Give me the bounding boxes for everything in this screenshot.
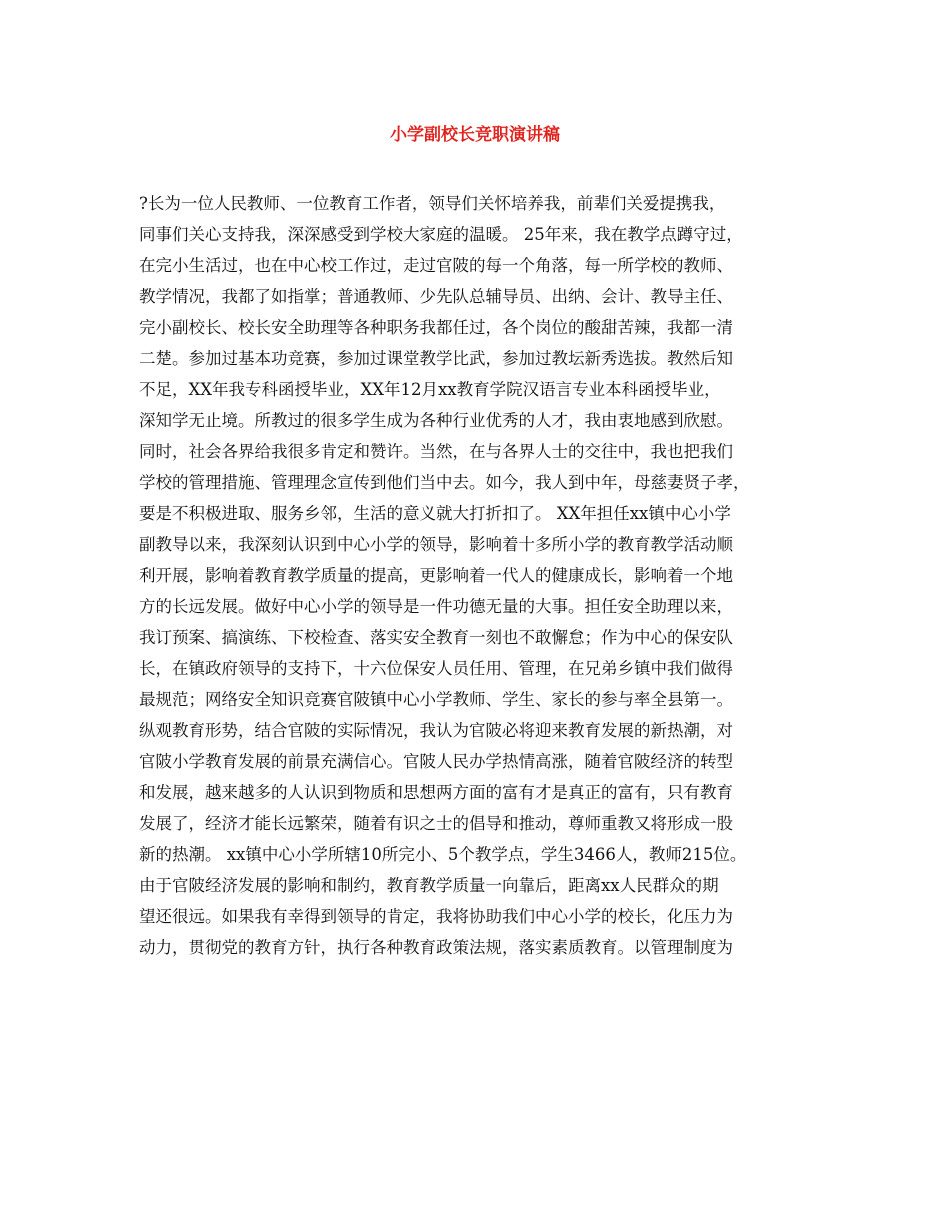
body-line: 教学情况，我都了如指掌；普通教师、少先队总辅导员、出纳、会计、教导主任、	[139, 287, 733, 306]
body-line: 长，在镇政府领导的支持下，十六位保安人员任用、管理，在兄弟乡镇中我们做得	[139, 659, 733, 678]
body-line: 发展了，经济才能长远繁荣，随着有识之士的倡导和推动，尊师重教又将形成一股	[139, 814, 733, 833]
body-line: 在完小生活过，也在中心校工作过，走过官陂的每一个角落，每一所学校的教师、	[139, 256, 733, 275]
body-line: 望还很远。如果我有幸得到领导的肯定，我将协助我们中心小学的校长，化压力为	[139, 907, 733, 926]
body-line: 要是不积极进取、服务乡邻，生活的意义就大打折扣了。 XX年担任xx镇中心小学	[139, 504, 731, 523]
body-line: 二楚。参加过基本功竞赛，参加过课堂教学比武，参加过教坛新秀选拔。教然后知	[139, 349, 733, 368]
body-line: 不足，XX年我专科函授毕业，XX年12月xx教育学院汉语言专业本科函授毕业，	[139, 380, 721, 399]
body-line: 同时，社会各界给我很多肯定和赞许。当然，在与各界人士的交往中，我也把我们	[139, 442, 733, 461]
body-line: 利开展，影响着教育教学质量的提高，更影响着一代人的健康成长，影响着一个地	[139, 566, 733, 585]
body-line: 最规范；网络安全知识竞赛官陂镇中心小学教师、学生、家长的参与率全县第一。	[139, 690, 733, 709]
document-title: 小学副校长竞职演讲稿	[390, 125, 560, 145]
body-line: 深知学无止境。所教过的很多学生成为各种行业优秀的人才，我由衷地感到欣慰。	[139, 411, 733, 430]
body-line: 和发展，越来越多的人认识到物质和思想两方面的富有才是真正的富有，只有教育	[139, 783, 733, 802]
body-line: 学校的管理措施、管理理念宣传到他们当中去。如今，我人到中年，母慈妻贤子孝，	[139, 473, 750, 492]
body-line: 官陂小学教育发展的前景充满信心。官陂人民办学热情高涨，随着官陂经济的转型	[139, 752, 733, 771]
body-line: 动力，贯彻党的教育方针，执行各种教育政策法规，落实素质教育。以管理制度为	[139, 938, 733, 957]
body-line: 我订预案、搞演练、下校检查、落实安全教育一刻也不敢懈怠；作为中心的保安队	[139, 628, 733, 647]
body-line: 副教导以来，我深刻认识到中心小学的领导，影响着十多所小学的教育教学活动顺	[139, 535, 733, 554]
body-line: 新的热潮。 xx镇中心小学所辖10所完小、5个教学点，学生3466人，教师215位。	[139, 845, 747, 864]
body-line: 方的长远发展。做好中心小学的领导是一件功德无量的大事。担任安全助理以来，	[139, 597, 733, 616]
body-line: 由于官陂经济发展的影响和制约，教育教学质量一向靠后，距离xx人民群众的期	[139, 876, 719, 895]
body-line: 纵观教育形势，结合官陂的实际情况，我认为官陂必将迎来教育发展的新热潮，对	[139, 721, 733, 740]
body-line: 同事们关心支持我，深深感受到学校大家庭的温暖。 25年来，我在教学点蹲守过，	[139, 225, 743, 244]
document-body	[139, 188, 829, 963]
body-line: ?长为一位人民教师、一位教育工作者，领导们关怀培养我，前辈们关爱提携我，	[139, 194, 726, 213]
body-line: 完小副校长、校长安全助理等各种职务我都任过，各个岗位的酸甜苦辣，我都一清	[139, 318, 733, 337]
